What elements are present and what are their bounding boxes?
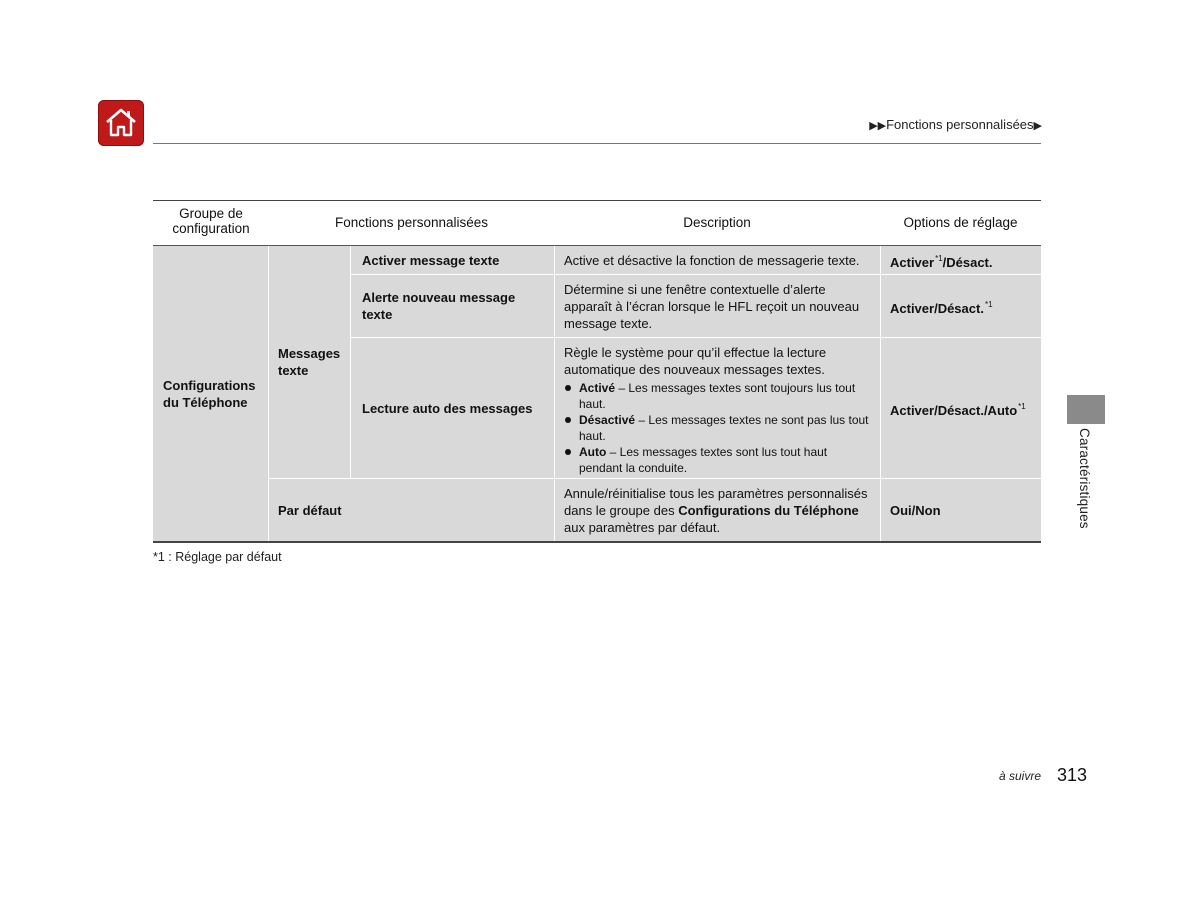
page-number: 313 (1057, 765, 1088, 785)
table-row-1-function (351, 246, 554, 274)
option-values: Activer/Désact. (890, 300, 984, 316)
home-icon (104, 107, 138, 139)
option-desact: /Désact. (942, 254, 993, 270)
option-text: Oui/Non (890, 502, 941, 518)
option-activer: Activer (890, 254, 935, 270)
group-cell (153, 246, 268, 541)
footnote: *1 : Réglage par défaut (153, 550, 282, 564)
table-row-2-options (881, 275, 1041, 337)
table-row-3-function (351, 338, 554, 478)
list-item (564, 444, 871, 476)
bullet-term: Auto (579, 445, 607, 459)
function-label: Alerte nouveau message texte (362, 290, 516, 322)
description-part: Annule/réinitialise tous les paramètres personnalisés dans le groupe des (564, 485, 868, 518)
option-values: Activer/Désact./Auto (890, 402, 1018, 418)
breadcrumb-end-arrow: ▶ (1033, 120, 1042, 132)
description-text (564, 485, 871, 536)
header-functions: Fonctions personnalisées (334, 215, 489, 230)
option-text (890, 296, 993, 317)
header-rule (153, 143, 1041, 144)
bullet-list (564, 380, 871, 476)
bullet-text: – Les messages textes sont lus tout haut pendant la conduite. (579, 445, 828, 475)
bullet-term: Désactivé (579, 413, 636, 427)
table-row-2-function (351, 275, 554, 337)
table-row-1-options (881, 246, 1041, 274)
list-item (564, 380, 871, 412)
default-marker: *1 (984, 299, 993, 309)
table-top-rule (153, 200, 1041, 201)
table-row-1-description (555, 246, 880, 274)
description-text: Règle le système pour qu’il effectue la lecture automatique des nouveaux messages textes. (564, 345, 827, 377)
header-group: Groupe de configuration (172, 206, 250, 236)
breadcrumb-link[interactable]: Fonctions personnalisées (886, 117, 1034, 132)
description-text: Active et désactive la fonction de messagerie texte. (564, 252, 860, 268)
option-text (890, 250, 993, 271)
subgroup-name: Messages texte (278, 346, 341, 378)
default-marker: *1 (935, 253, 943, 263)
table-row-default-function (269, 479, 554, 541)
function-label: Par défaut (278, 502, 342, 518)
description-text: Détermine si une fenêtre contextuelle d’alerte apparaît à l’écran lorsque le HFL reçoit un nouveau message texte. (564, 281, 860, 331)
table-row-default-description (555, 479, 880, 541)
continue-text: à suivre (999, 769, 1042, 783)
table-row-3-options (881, 338, 1041, 478)
chapter-tab[interactable] (1067, 395, 1105, 424)
description-bold: Configurations du Téléphone (678, 502, 859, 518)
bullet-text: – Les messages textes sont toujours lus tout haut. (579, 381, 856, 411)
list-item (564, 412, 871, 444)
table-row-3-description (555, 338, 880, 478)
group-name: Configurations du Téléphone (163, 377, 256, 410)
header-description: Description (683, 215, 751, 230)
table-row-default-options (881, 479, 1041, 541)
table-row-2-description (555, 275, 880, 337)
header-options: Options de réglage (903, 215, 1018, 230)
chapter-label[interactable]: Caractéristiques (1077, 428, 1092, 529)
function-label: Lecture auto des messages (362, 400, 533, 416)
function-label: Activer message texte (362, 252, 500, 268)
default-marker: *1 (1018, 401, 1026, 411)
bullet-text: – Les messages textes ne sont pas lus tout haut. (579, 413, 869, 443)
home-button[interactable] (98, 100, 144, 146)
breadcrumb[interactable] (869, 117, 1042, 132)
description-part: aux paramètres par défaut. (564, 519, 721, 535)
bullet-term: Activé (579, 381, 616, 395)
breadcrumb-arrows: ▶▶ (869, 120, 887, 132)
option-text (890, 398, 1026, 419)
table-bottom-rule (153, 541, 1041, 543)
subgroup-cell (269, 246, 350, 478)
